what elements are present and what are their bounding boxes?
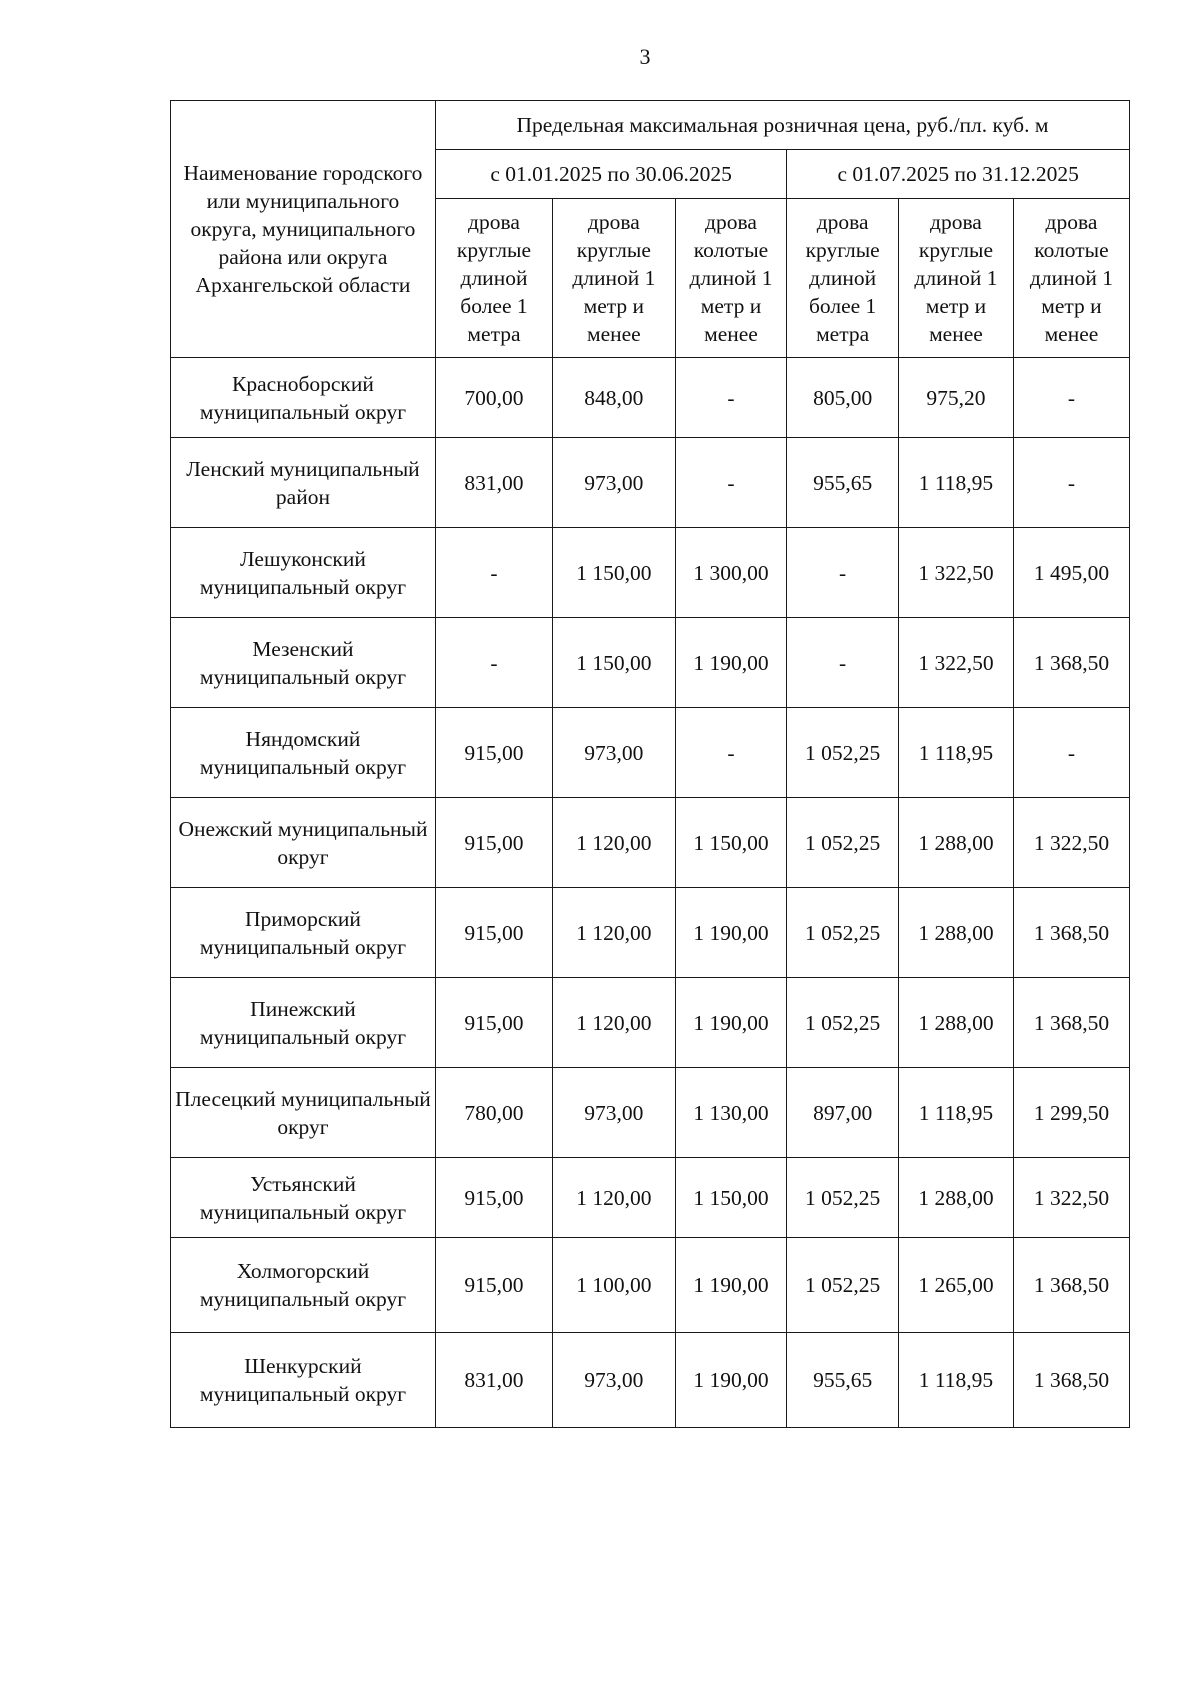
price-cell: 1 288,00 [898, 888, 1013, 978]
price-cell: - [787, 528, 899, 618]
price-cell: 1 052,25 [787, 888, 899, 978]
page-number: 3 [639, 44, 651, 69]
table-row [171, 358, 1130, 438]
subheader-round-1m-or-less: дрова круглые длиной 1 метр и менее [553, 199, 676, 358]
price-cell: 1 150,00 [675, 1158, 787, 1238]
price-cell: - [1013, 358, 1129, 438]
price-cell: 1 190,00 [675, 1238, 787, 1333]
price-cell: 1 118,95 [898, 438, 1013, 528]
price-cell: 1 190,00 [675, 1333, 787, 1428]
price-cell: - [1013, 708, 1129, 798]
price-cell: 1 288,00 [898, 1158, 1013, 1238]
price-cell: 1 118,95 [898, 1068, 1013, 1158]
price-cell: 915,00 [435, 978, 552, 1068]
price-cell: 805,00 [787, 358, 899, 438]
price-table [170, 100, 1130, 1428]
period-header-first-half: с 01.01.2025 по 30.06.2025 [435, 150, 786, 199]
price-cell: 831,00 [435, 1333, 552, 1428]
price-header: Предельная максимальная розничная цена, руб./пл. куб. м [435, 101, 1129, 150]
price-cell: 1 190,00 [675, 618, 787, 708]
table-row [171, 708, 1130, 798]
price-cell: 915,00 [435, 708, 552, 798]
price-cell: 915,00 [435, 1158, 552, 1238]
price-cell: 700,00 [435, 358, 552, 438]
price-cell: 915,00 [435, 1238, 552, 1333]
price-cell: 1 288,00 [898, 978, 1013, 1068]
table-row [171, 1158, 1130, 1238]
price-cell: 1 368,50 [1013, 888, 1129, 978]
municipality-name: Няндомский муниципальный округ [171, 708, 436, 798]
subheader-split-1m-or-less: дрова колотые длиной 1 метр и менее [675, 199, 787, 358]
price-cell: 1 100,00 [553, 1238, 676, 1333]
price-cell: 915,00 [435, 888, 552, 978]
price-cell: - [1013, 438, 1129, 528]
price-cell: 1 190,00 [675, 978, 787, 1068]
price-cell: 1 368,50 [1013, 978, 1129, 1068]
price-cell: 780,00 [435, 1068, 552, 1158]
period-header-second-half: с 01.07.2025 по 31.12.2025 [787, 150, 1130, 199]
municipality-name: Шенкурский муниципальный округ [171, 1333, 436, 1428]
municipality-column-header: Наименование городского или муниципального округа, муниципального района или округа Архангельской области [171, 101, 436, 358]
price-cell: - [675, 708, 787, 798]
price-cell: - [435, 618, 552, 708]
price-cell: 1 130,00 [675, 1068, 787, 1158]
price-cell: 973,00 [553, 1068, 676, 1158]
price-cell: 1 368,50 [1013, 1238, 1129, 1333]
price-cell: 1 150,00 [553, 618, 676, 708]
price-cell: 1 052,25 [787, 798, 899, 888]
price-cell: 1 322,50 [1013, 798, 1129, 888]
price-cell: 955,65 [787, 438, 899, 528]
price-cell: - [435, 528, 552, 618]
price-cell: 975,20 [898, 358, 1013, 438]
price-cell: 1 052,25 [787, 708, 899, 798]
price-cell: 1 052,25 [787, 1238, 899, 1333]
price-cell: 1 120,00 [553, 978, 676, 1068]
municipality-name: Холмогорский муниципальный округ [171, 1238, 436, 1333]
price-cell: 1 120,00 [553, 1158, 676, 1238]
price-cell: 1 265,00 [898, 1238, 1013, 1333]
price-cell: 897,00 [787, 1068, 899, 1158]
price-cell: 1 322,50 [898, 528, 1013, 618]
subheader-round-over-1m: дрова круглые длиной более 1 метра [787, 199, 899, 358]
price-cell: 973,00 [553, 1333, 676, 1428]
municipality-name: Устьянский муниципальный округ [171, 1158, 436, 1238]
price-cell: - [787, 618, 899, 708]
table-row [171, 798, 1130, 888]
municipality-name: Онежский муниципальный округ [171, 798, 436, 888]
price-cell: 1 120,00 [553, 798, 676, 888]
subheader-split-1m-or-less: дрова колотые длиной 1 метр и менее [1013, 199, 1129, 358]
price-cell: 1 322,50 [1013, 1158, 1129, 1238]
price-cell: 973,00 [553, 708, 676, 798]
price-cell: - [675, 358, 787, 438]
table-row [171, 888, 1130, 978]
subheader-round-1m-or-less: дрова круглые длиной 1 метр и менее [898, 199, 1013, 358]
price-cell: 1 288,00 [898, 798, 1013, 888]
price-cell: 831,00 [435, 438, 552, 528]
price-cell: 1 368,50 [1013, 1333, 1129, 1428]
price-cell: 1 118,95 [898, 708, 1013, 798]
table-row [171, 1333, 1130, 1428]
price-cell: 915,00 [435, 798, 552, 888]
municipality-name: Лешуконский муниципальный округ [171, 528, 436, 618]
table-row [171, 978, 1130, 1068]
table-row [171, 438, 1130, 528]
price-cell: - [675, 438, 787, 528]
price-cell: 848,00 [553, 358, 676, 438]
municipality-name: Плесецкий муниципальный округ [171, 1068, 436, 1158]
table-body [171, 358, 1130, 1428]
price-cell: 1 120,00 [553, 888, 676, 978]
table-row [171, 1068, 1130, 1158]
price-cell: 955,65 [787, 1333, 899, 1428]
municipality-name: Пинежский муниципальный округ [171, 978, 436, 1068]
municipality-name: Красноборский муниципальный округ [171, 358, 436, 438]
table-row [171, 528, 1130, 618]
municipality-name: Мезенский муниципальный округ [171, 618, 436, 708]
price-cell: 1 368,50 [1013, 618, 1129, 708]
price-cell: 1 052,25 [787, 1158, 899, 1238]
municipality-name: Приморский муниципальный округ [171, 888, 436, 978]
price-cell: 1 150,00 [675, 798, 787, 888]
price-cell: 1 495,00 [1013, 528, 1129, 618]
price-cell: 1 190,00 [675, 888, 787, 978]
price-cell: 1 300,00 [675, 528, 787, 618]
price-cell: 1 150,00 [553, 528, 676, 618]
subheader-round-over-1m: дрова круглые длиной более 1 метра [435, 199, 552, 358]
table-row [171, 1238, 1130, 1333]
table-row [171, 618, 1130, 708]
municipality-name: Ленский муниципальный район [171, 438, 436, 528]
price-cell: 1 052,25 [787, 978, 899, 1068]
price-cell: 1 118,95 [898, 1333, 1013, 1428]
price-cell: 973,00 [553, 438, 676, 528]
price-cell: 1 322,50 [898, 618, 1013, 708]
price-cell: 1 299,50 [1013, 1068, 1129, 1158]
